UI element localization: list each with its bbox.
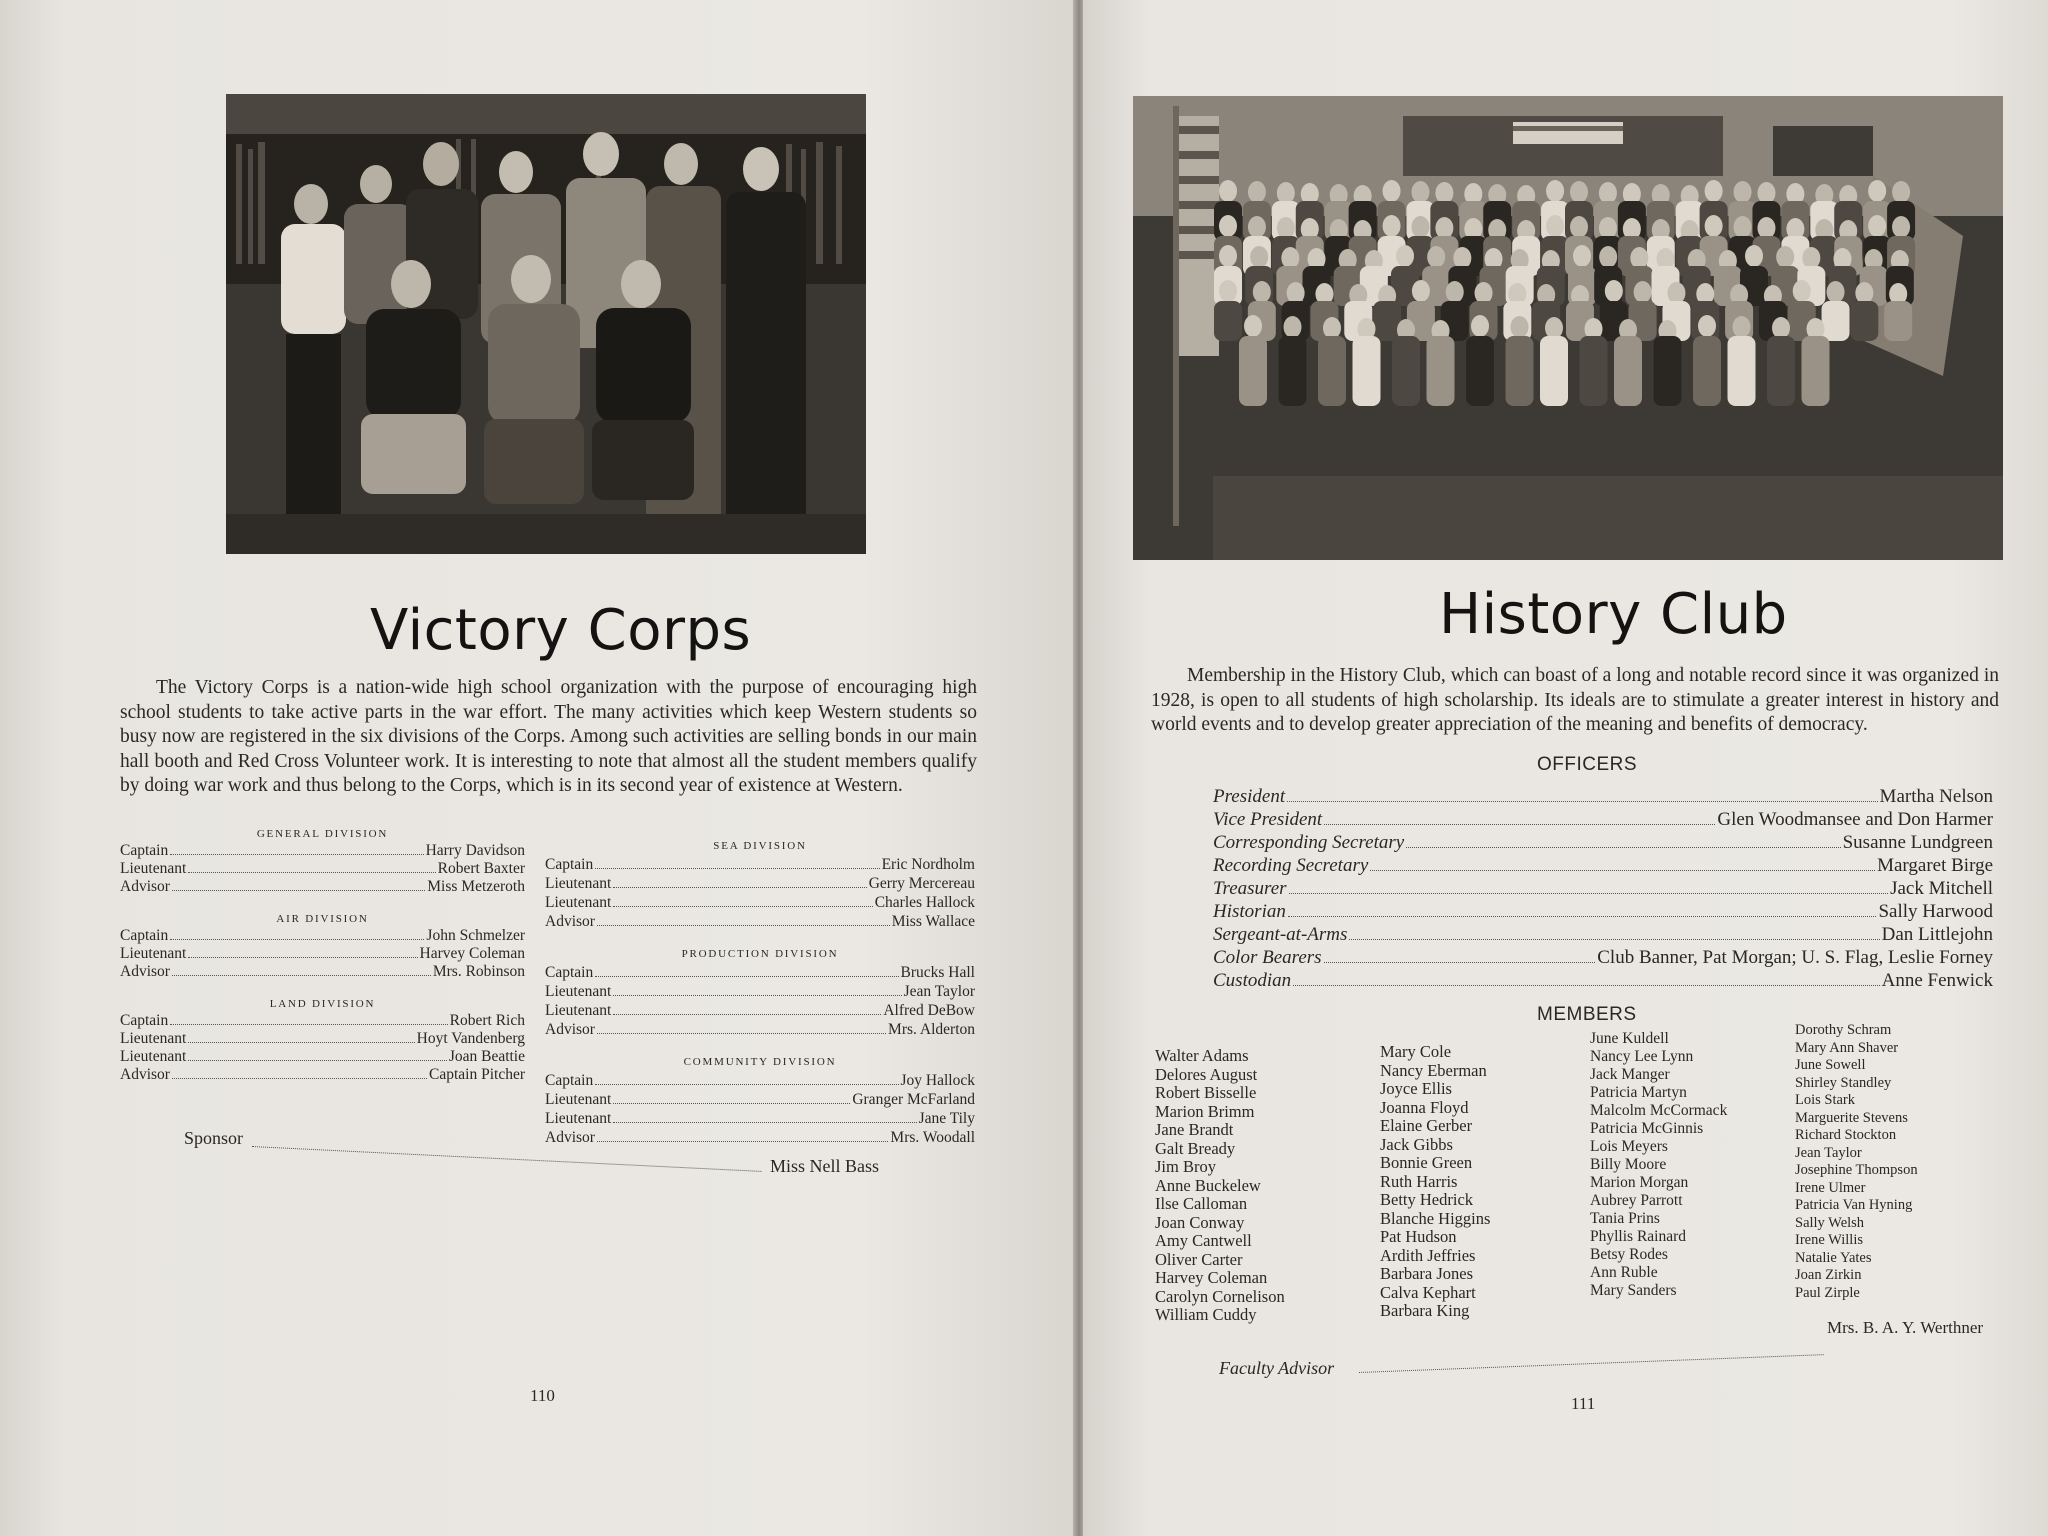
division-row: [545, 1002, 975, 1020]
crowd-head: [1253, 281, 1271, 303]
officer-name: Susanne Lundgreen: [1842, 832, 1993, 853]
leader-dots: [595, 868, 879, 869]
role-label: Captain: [545, 964, 594, 981]
member-name: Carolyn Cornelison: [1155, 1286, 1285, 1306]
crowd-head: [1745, 245, 1763, 267]
member-name: Jane Brandt: [1155, 1120, 1234, 1139]
member-name: Ann Ruble: [1590, 1264, 1658, 1281]
crowd-head: [1546, 215, 1564, 237]
member-name: Ilse Calloman: [1155, 1194, 1248, 1213]
crowd-head: [1772, 317, 1790, 339]
faculty-leader-dots: [1359, 1354, 1824, 1373]
crowd-head: [1446, 281, 1464, 303]
crowd-head: [1219, 245, 1237, 267]
member-name: Jack Gibbs: [1380, 1134, 1453, 1154]
role-label: Advisor: [545, 1129, 595, 1146]
role-label: Lieutenant: [120, 1048, 187, 1065]
leader-dots: [188, 1060, 447, 1061]
crowd-head: [1277, 182, 1295, 204]
crowd-head: [1248, 216, 1266, 238]
member-name: Nancy Lee Lynn: [1590, 1048, 1694, 1065]
division-row: [545, 894, 975, 912]
crowd-head: [1802, 247, 1820, 269]
division-row: [120, 860, 525, 878]
member-name: Barbara Jones: [1380, 1264, 1474, 1283]
member-name: Betsy Rodes: [1590, 1246, 1668, 1263]
crowd-head: [1733, 316, 1751, 338]
member-name: Elaine Gerber: [1380, 1116, 1473, 1135]
role-label: Captain: [545, 856, 594, 873]
crowd-head: [1471, 315, 1489, 337]
role-label: Advisor: [545, 913, 595, 930]
members-column-3: [1590, 1030, 1727, 1300]
role-label: Lieutenant: [545, 894, 612, 911]
crowd-head: [1281, 247, 1299, 269]
officer-name: Anne Fenwick: [1881, 970, 1993, 991]
officer-role: Vice President: [1213, 809, 1323, 830]
person-name: Captain Pitcher: [429, 1066, 525, 1083]
officer-role: Custodian: [1213, 970, 1292, 991]
role-label: Captain: [120, 1012, 169, 1029]
crowd-body: [1279, 336, 1307, 406]
crowd-head: [1383, 180, 1401, 202]
division-row: [120, 945, 525, 963]
crowd-body: [1466, 336, 1494, 406]
crowd-head: [1244, 315, 1262, 337]
person-name: Miss Metzeroth: [427, 878, 525, 895]
member-name: Anne Buckelew: [1155, 1175, 1261, 1195]
members-column-2: [1380, 1043, 1490, 1321]
officer-row: [1213, 809, 1993, 831]
crowd-body: [1822, 301, 1850, 341]
member-name: Joan Conway: [1155, 1212, 1245, 1232]
officer-name: Dan Littlejohn: [1881, 924, 1993, 945]
leader-dots: [613, 1122, 916, 1123]
leader-dots: [1349, 939, 1879, 940]
crowd-head: [1605, 280, 1623, 302]
intro-text: The Victory Corps is a nation-wide high school organization with the purpose of encouraging high school students to take active parts in the war effort. The many activities which keep Western students so busy now are registered in the six divisions of the Corps. Among such activities are selling bonds in our main hall booth and Red Cross Volunteer work. It is interesting to note that almost all the student members qualify by doing war work and thus belong to the Corps, which is in its second year of existence at Western.: [120, 677, 977, 796]
officer-name: Martha Nelson: [1879, 786, 1993, 807]
member-name: Joyce Ellis: [1380, 1079, 1452, 1098]
leader-dots: [1293, 985, 1880, 986]
member-name: Galt Bready: [1155, 1138, 1236, 1158]
role-label: Lieutenant: [545, 983, 612, 1000]
crowd-body: [1353, 336, 1381, 406]
person-name: Miss Wallace: [891, 913, 975, 930]
member-name: Robert Bisselle: [1155, 1083, 1257, 1102]
crowd-head: [1396, 245, 1414, 267]
member-name: Irene Willis: [1795, 1232, 1864, 1248]
member-name: Blanche Higgins: [1380, 1208, 1491, 1228]
member-name: Mary Cole: [1380, 1042, 1452, 1061]
role-label: Lieutenant: [545, 1002, 612, 1019]
member-name: Shirley Standley: [1795, 1074, 1892, 1091]
officer-name: Club Banner, Pat Morgan; U. S. Flag, Leslie Forney: [1597, 947, 1993, 968]
intro-paragraph: [1151, 664, 1999, 738]
division-row: [120, 878, 525, 896]
crowd-head: [1570, 181, 1588, 203]
crowd-head: [1757, 217, 1775, 239]
leader-dots: [595, 1084, 898, 1085]
division-row: [545, 1091, 975, 1109]
officer-role: Recording Secretary: [1213, 855, 1369, 876]
division-heading: PRODUCTION DIVISION: [681, 948, 839, 960]
crowd-head: [1776, 246, 1794, 268]
page-title: History Club: [1439, 582, 1788, 647]
crowd-body: [1239, 336, 1267, 406]
crowd-head: [1435, 182, 1453, 204]
officer-row: [1213, 970, 1993, 992]
member-name: Jean Taylor: [1795, 1144, 1862, 1161]
crowd-head: [1630, 247, 1648, 269]
crowd-head: [1250, 246, 1268, 268]
leader-dots: [170, 1024, 447, 1025]
member-name: June Sowell: [1795, 1057, 1866, 1073]
role-label: Captain: [120, 842, 169, 859]
member-name: Malcolm McCormack: [1590, 1102, 1728, 1119]
sponsor-name: Miss Nell Bass: [770, 1156, 880, 1176]
person-name: Jean Taylor: [903, 983, 975, 1000]
member-name: Marion Brimm: [1155, 1101, 1255, 1121]
officer-role: Historian: [1213, 901, 1286, 922]
crowd-head: [1705, 215, 1723, 237]
crowd-body: [1506, 336, 1534, 406]
leader-dots: [597, 1141, 888, 1142]
member-name: Richard Stockton: [1795, 1127, 1897, 1143]
history-club-photo: [1133, 96, 2003, 560]
member-name: Ruth Harris: [1380, 1171, 1458, 1191]
division-row: [120, 1066, 525, 1084]
leader-dots: [1324, 824, 1715, 825]
member-name: Joanna Floyd: [1380, 1097, 1469, 1117]
leader-dots: [1406, 847, 1840, 848]
division-row: [120, 1030, 525, 1048]
role-label: Advisor: [120, 1066, 170, 1083]
crowd-head: [1323, 317, 1341, 339]
crowd-body: [1540, 336, 1568, 406]
leader-dots: [170, 854, 423, 855]
role-label: Lieutenant: [120, 945, 187, 962]
leader-dots: [597, 1033, 886, 1034]
member-name: Nancy Eberman: [1380, 1060, 1487, 1080]
person-name: Mrs. Alderton: [888, 1021, 975, 1038]
crowd-head: [1757, 182, 1775, 204]
division-row: [545, 1129, 975, 1147]
crowd-head: [1435, 217, 1453, 239]
member-name: Sally Welsh: [1795, 1214, 1865, 1231]
crowd-head: [1892, 181, 1910, 203]
leader-dots: [597, 925, 890, 926]
member-name: Phyllis Rainard: [1590, 1228, 1687, 1245]
person-name: John Schmelzer: [426, 927, 525, 944]
page-number: 110: [530, 1386, 555, 1405]
leader-dots: [1370, 870, 1875, 871]
crowd-body: [1693, 336, 1721, 406]
crowd-head: [1427, 246, 1445, 268]
division-row: [545, 1021, 975, 1039]
crowd-head: [1511, 316, 1529, 338]
role-label: Captain: [120, 927, 169, 944]
crowd-head: [1734, 181, 1752, 203]
crowd-body: [1392, 336, 1420, 406]
leader-dots: [172, 1078, 427, 1079]
crowd-head: [1219, 215, 1237, 237]
crowd-head: [1570, 216, 1588, 238]
crowd-body: [1884, 301, 1912, 341]
officers-heading: OFFICERS: [1537, 754, 1638, 775]
member-name: Oliver Carter: [1155, 1249, 1243, 1269]
person-name: Mrs. Woodall: [890, 1129, 975, 1146]
leader-dots: [613, 906, 872, 907]
crowd-body: [1214, 301, 1242, 341]
member-name: Calva Kephart: [1380, 1282, 1476, 1302]
role-label: Advisor: [120, 878, 170, 895]
page-number: 111: [1571, 1394, 1596, 1413]
division-row: [545, 964, 975, 982]
officer-name: Sally Harwood: [1878, 901, 1993, 922]
crowd-body: [1373, 301, 1401, 341]
crowd-head: [1475, 282, 1493, 304]
member-name: Irene Ulmer: [1795, 1179, 1866, 1196]
leader-dots: [172, 890, 425, 891]
crowd-head: [1219, 180, 1237, 202]
role-label: Lieutenant: [545, 875, 612, 892]
person-name: Joan Beattie: [448, 1048, 525, 1065]
member-name: Bonnie Green: [1380, 1153, 1473, 1172]
member-name: Joan Zirkin: [1795, 1267, 1862, 1283]
division-row: [545, 875, 975, 893]
crowd-head: [1868, 215, 1886, 237]
division-heading: AIR DIVISION: [276, 913, 369, 925]
sponsor-label: Sponsor: [184, 1128, 244, 1148]
person-name: Robert Rich: [449, 1012, 525, 1029]
officer-role: President: [1213, 786, 1286, 807]
leader-dots: [172, 975, 431, 976]
person-name: Harry Davidson: [425, 842, 525, 859]
officer-row: [1213, 878, 1993, 900]
victory-corps-photo: [226, 94, 866, 554]
crowd-body: [1318, 336, 1346, 406]
crowd-head: [1411, 216, 1429, 238]
officer-row: [1213, 832, 1993, 854]
person-name: Joy Hallock: [900, 1072, 975, 1089]
member-name: Tania Prins: [1590, 1210, 1660, 1227]
member-name: Walter Adams: [1155, 1046, 1249, 1065]
crowd-head: [1892, 216, 1910, 238]
person-name: Brucks Hall: [900, 964, 975, 981]
division-heading: LAND DIVISION: [269, 998, 376, 1010]
crowd-body: [1802, 336, 1830, 406]
officer-name: Margaret Birge: [1877, 855, 1993, 876]
member-name: Delores August: [1155, 1064, 1258, 1084]
crowd-head: [1698, 315, 1716, 337]
member-name: June Kuldell: [1590, 1030, 1669, 1047]
division-heading: GENERAL DIVISION: [256, 828, 389, 840]
crowd-head: [1634, 281, 1652, 303]
officer-role: Sergeant-at-Arms: [1213, 924, 1348, 945]
division-row: [545, 913, 975, 931]
right-page: [1083, 0, 2048, 1536]
member-name: Patricia Van Hyning: [1795, 1197, 1913, 1213]
leader-dots: [595, 976, 898, 977]
person-name: Jane Tily: [918, 1110, 975, 1127]
crowd-head: [1793, 280, 1811, 302]
crowd-head: [1284, 316, 1302, 338]
intro-paragraph: [120, 676, 977, 799]
crowd-head: [1219, 280, 1237, 302]
leader-dots: [613, 995, 901, 996]
person-name: Charles Hallock: [874, 894, 975, 911]
leader-dots: [613, 887, 866, 888]
crowd-body: [1850, 301, 1878, 341]
crowd-head: [1667, 282, 1685, 304]
crowd-head: [1705, 180, 1723, 202]
officer-row: [1213, 947, 1993, 969]
division-row: [120, 842, 525, 860]
role-label: Lieutenant: [120, 860, 187, 877]
crowd-body: [1728, 336, 1756, 406]
division-row: [120, 1012, 525, 1030]
crowd-head: [1545, 317, 1563, 339]
officer-row: [1213, 786, 1993, 808]
person-name: Alfred DeBow: [883, 1002, 975, 1019]
crowd-head: [1248, 181, 1266, 203]
crowd-body: [1580, 336, 1608, 406]
role-label: Lieutenant: [545, 1091, 612, 1108]
division-row: [545, 1110, 975, 1128]
crowd-body: [1614, 336, 1642, 406]
member-name: Amy Cantwell: [1155, 1231, 1252, 1250]
crowd-head: [1277, 217, 1295, 239]
division-row: [545, 1072, 975, 1090]
members-column-4: [1795, 1022, 1918, 1302]
member-name: Barbara King: [1380, 1301, 1470, 1320]
role-label: Advisor: [545, 1021, 595, 1038]
member-name: Mary Ann Shaver: [1795, 1039, 1899, 1056]
crowd-body: [1654, 336, 1682, 406]
crowd-head: [1855, 282, 1873, 304]
crowd-head: [1734, 216, 1752, 238]
crowd-head: [1573, 245, 1591, 267]
member-name: Jim Broy: [1155, 1157, 1216, 1176]
person-name: Hoyt Vandenberg: [416, 1030, 525, 1047]
division-row: [545, 983, 975, 1001]
division-row: [120, 927, 525, 945]
member-name: Pat Hudson: [1380, 1227, 1457, 1246]
crowd-body: [1427, 336, 1455, 406]
crowd-head: [1599, 182, 1617, 204]
member-name: Paul Zirple: [1795, 1284, 1860, 1301]
leader-dots: [188, 1042, 414, 1043]
crowd-head: [1412, 280, 1430, 302]
person-name: Mrs. Robinson: [432, 963, 525, 980]
sponsor-leader-dots: [252, 1146, 761, 1172]
officer-name: Glen Woodmansee and Don Harmer: [1717, 809, 1993, 830]
officer-role: Color Bearers: [1213, 947, 1322, 968]
crowd-head: [1411, 181, 1429, 203]
member-name: Lois Stark: [1795, 1092, 1856, 1108]
officer-row: [1213, 901, 1993, 923]
crowd-head: [1546, 180, 1564, 202]
member-name: Josephine Thompson: [1795, 1162, 1918, 1178]
member-name: Mary Sanders: [1590, 1282, 1677, 1299]
members-heading: MEMBERS: [1537, 1004, 1637, 1025]
member-name: Jack Manger: [1590, 1066, 1670, 1083]
leader-dots: [1289, 893, 1889, 894]
person-name: Eric Nordholm: [881, 856, 975, 873]
member-name: Dorothy Schram: [1795, 1022, 1892, 1038]
crowd-head: [1599, 217, 1617, 239]
person-name: Gerry Mercereau: [868, 875, 975, 892]
member-name: Marion Morgan: [1590, 1174, 1689, 1191]
member-name: Lois Meyers: [1590, 1138, 1668, 1155]
division-row: [120, 1048, 525, 1066]
officer-row: [1213, 855, 1993, 877]
leader-dots: [1288, 916, 1877, 917]
division-heading: COMMUNITY DIVISION: [683, 1056, 837, 1068]
member-name: Patricia McGinnis: [1590, 1120, 1704, 1137]
crowd-body: [1767, 336, 1795, 406]
leader-dots: [188, 872, 435, 873]
member-name: Ardith Jeffries: [1380, 1245, 1476, 1265]
member-name: Harvey Coleman: [1155, 1268, 1268, 1287]
page-title: Victory Corps: [370, 598, 752, 663]
member-name: Billy Moore: [1590, 1156, 1667, 1173]
role-label: Captain: [545, 1072, 594, 1089]
division-heading: SEA DIVISION: [713, 840, 807, 852]
member-name: Betty Hedrick: [1380, 1190, 1474, 1209]
officer-role: Treasurer: [1213, 878, 1287, 899]
leader-dots: [170, 939, 424, 940]
person-name: Robert Baxter: [437, 860, 525, 877]
crowd-head: [1827, 281, 1845, 303]
leader-dots: [1287, 801, 1877, 802]
division-row: [120, 963, 525, 981]
role-label: Lieutenant: [545, 1110, 612, 1127]
role-label: Lieutenant: [120, 1030, 187, 1047]
person-name: Harvey Coleman: [419, 945, 525, 962]
division-row: [545, 856, 975, 874]
members-column-1: [1155, 1047, 1285, 1325]
member-name: Aubrey Parrott: [1590, 1192, 1683, 1209]
person-name: Granger McFarland: [852, 1091, 975, 1108]
member-name: Natalie Yates: [1795, 1249, 1872, 1266]
intro-text: Membership in the History Club, which can boast of a long and notable record since it was organized in 1928, is open to all students of high scholarship. Its ideals are to stimulate a greater interest in history and world events and to develop greater appreciation of the meaning and benefits of democracy.: [1151, 665, 1999, 735]
role-label: Advisor: [120, 963, 170, 980]
member-name: William Cuddy: [1155, 1305, 1257, 1324]
crowd-head: [1383, 215, 1401, 237]
leader-dots: [613, 1014, 881, 1015]
member-name: Marguerite Stevens: [1795, 1109, 1908, 1126]
crowd-head: [1287, 282, 1305, 304]
leader-dots: [1324, 962, 1596, 963]
officer-role: Corresponding Secretary: [1213, 832, 1405, 853]
crowd-head: [1599, 246, 1617, 268]
crowd-head: [1453, 247, 1471, 269]
leader-dots: [188, 957, 417, 958]
leader-dots: [613, 1103, 850, 1104]
faculty-advisor-label: Faculty Advisor: [1219, 1358, 1335, 1378]
officer-name: Jack Mitchell: [1890, 878, 1993, 899]
officer-row: [1213, 924, 1993, 946]
member-name: Patricia Martyn: [1590, 1084, 1687, 1101]
faculty-advisor-name: Mrs. B. A. Y. Werthner: [1827, 1318, 1984, 1337]
crowd-head: [1868, 180, 1886, 202]
